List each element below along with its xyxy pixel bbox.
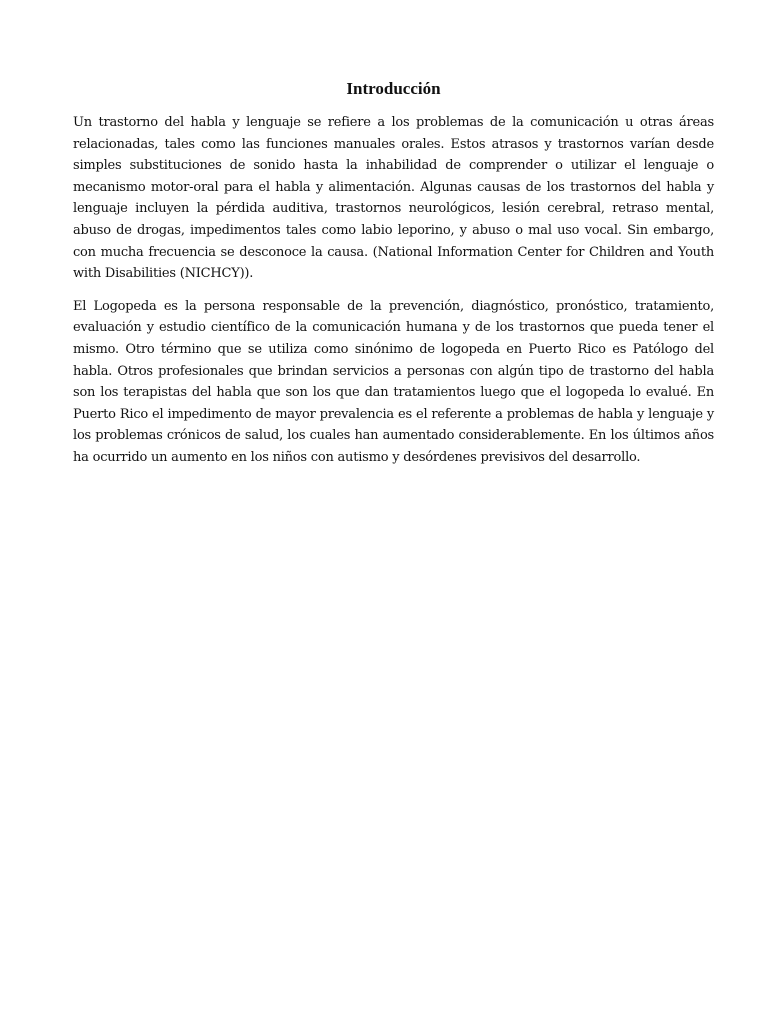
paragraph-logopeda: El Logopeda es la persona responsable de la prevención, diagnóstico, pronóstico, tratamiento, evaluación y estudio científico de la comunicación humana y de los trastornos que pueda tener el mismo. Otro término que se utiliza como sinónimo de logopeda en Puerto Rico es Patólogo del habla. Otros profesionales que brindan servicios a personas con algún tipo de trastorno del habla son los terapistas del habla que son los que dan tratamientos luego que el logopeda lo evalué. En Puerto Rico el impedimento de mayor prevalencia es el referente a problemas de habla y lenguaje y los problemas crónicos de salud, los cuales han aumentado considerablemente. En los últimos años ha ocurrido un aumento en los niños con autismo y desórdenes previsivos del desarrollo. [73,298,714,465]
page-title: Introducción [346,79,441,98]
document-body [73,78,714,480]
paragraph-intro: Un trastorno del habla y lenguaje se refiere a los problemas de la comunicación u otras áreas relacionadas, tales como las funciones manuales orales. Estos atrasos y trastornos varían desde simples substituciones de sonido hasta la inhabilidad de comprender o utilizar el lenguaje o mecanismo motor-oral para el habla y alimentación. Algunas causas de los trastornos del habla y lenguaje incluyen la pérdida auditiva, trastornos neurológicos, lesión cerebral, retraso mental, abuso de drogas, impedimentos tales como labio leporino, y abuso o mal uso vocal. Sin embargo, con mucha frecuencia se desconoce la causa. (National Information Center for Children and Youth with Disabilities (NICHCY)). [73,115,714,282]
